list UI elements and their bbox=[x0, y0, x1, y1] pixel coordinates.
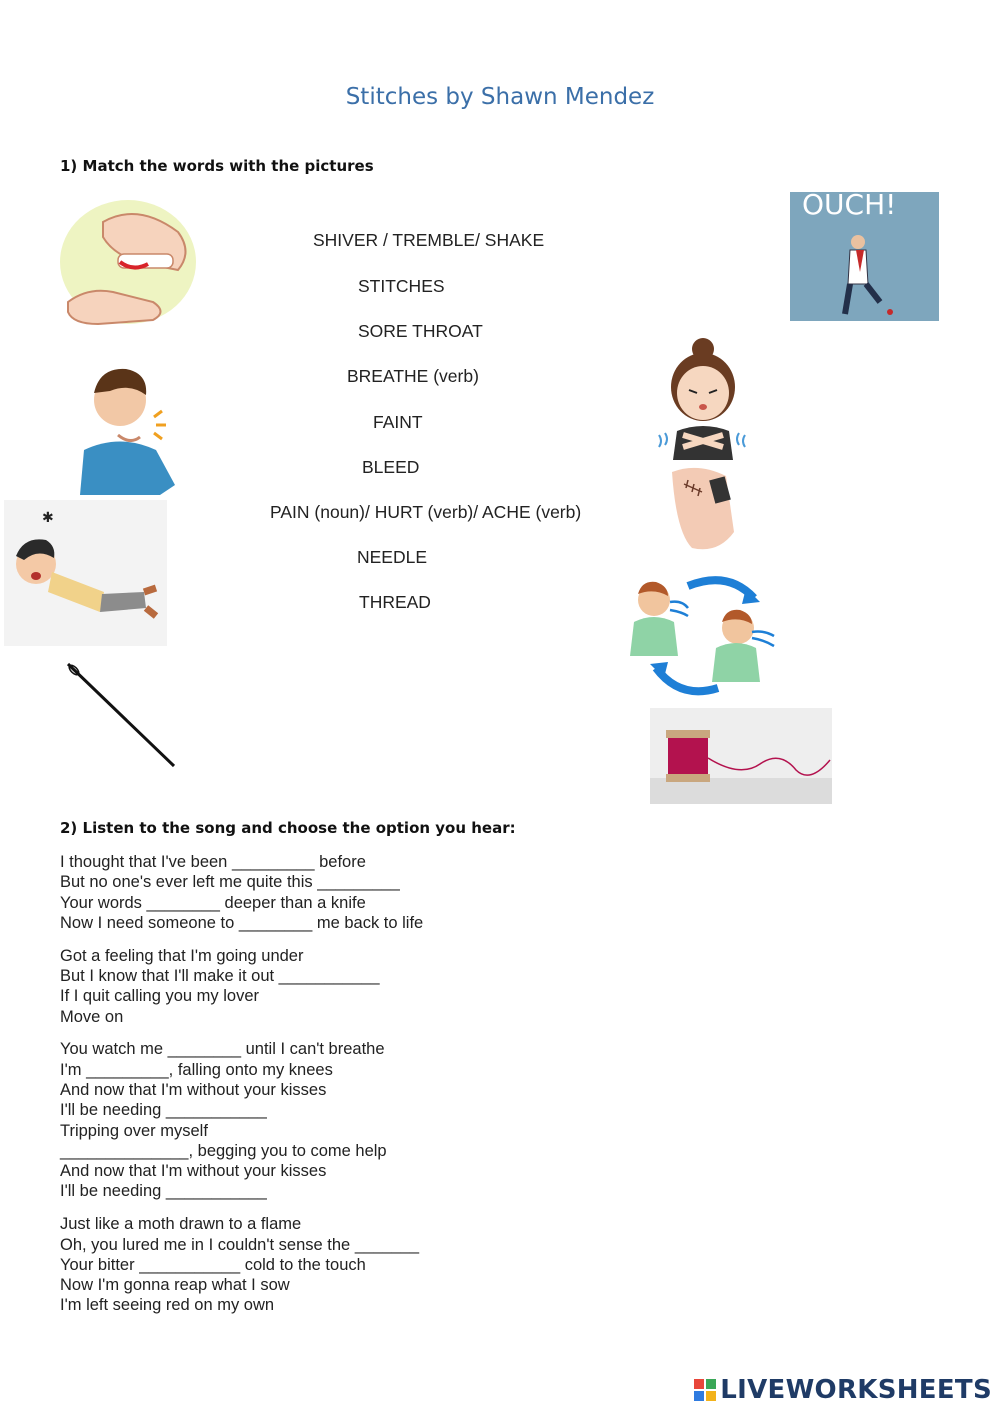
ouch-pain-picture bbox=[790, 192, 939, 321]
word-thread: THREAD bbox=[359, 592, 431, 612]
ouch-label: OUCH! bbox=[802, 192, 897, 221]
bleeding-hand-picture bbox=[58, 192, 198, 338]
lyric-line: Oh, you lured me in I couldn't sense the _______ bbox=[60, 1235, 420, 1254]
word-needle: NEEDLE bbox=[357, 547, 428, 567]
lyrics-stanza-1 bbox=[60, 852, 423, 933]
lyrics-stanza-2 bbox=[60, 946, 423, 1027]
lyric-line: Now I need someone to ________ me back to life bbox=[60, 913, 424, 932]
word-shiver: SHIVER / TREMBLE/ SHAKE bbox=[313, 230, 545, 250]
word-breathe: BREATHE (verb) bbox=[347, 366, 479, 386]
lyrics-stanza-3 bbox=[60, 1039, 423, 1201]
lyric-line: Just like a moth drawn to a flame bbox=[60, 1215, 302, 1234]
sore-throat-boy-picture bbox=[70, 355, 185, 495]
brand-text: LIVEWORKSHEETS bbox=[720, 1375, 992, 1405]
fainted-boy-picture bbox=[4, 500, 167, 646]
lyric-line: Now I'm gonna reap what I sow bbox=[60, 1276, 290, 1295]
breathing-picture bbox=[628, 572, 780, 700]
lyric-line: But no one's ever left me quite this _________ bbox=[60, 873, 400, 892]
word-sore-throat: SORE THROAT bbox=[358, 321, 483, 341]
lyrics bbox=[60, 852, 423, 1328]
lyric-line: Tripping over myself bbox=[60, 1121, 208, 1140]
lyric-line: I'll be needing ___________ bbox=[60, 1101, 267, 1120]
word-pain: PAIN (noun)/ HURT (verb)/ ACHE (verb) bbox=[270, 502, 582, 522]
lyric-line: I thought that I've been _________ before bbox=[60, 853, 366, 871]
lyric-line: But I know that I'll make it out ___________ bbox=[60, 966, 380, 985]
page-title: Stitches by Shawn Mendez bbox=[345, 84, 655, 110]
word-faint: FAINT bbox=[373, 412, 423, 432]
lyrics-stanza-4 bbox=[60, 1214, 423, 1315]
lyric-line: Your words ________ deeper than a knife bbox=[60, 893, 366, 912]
lyric-line: Your bitter ___________ cold to the touch bbox=[60, 1255, 366, 1274]
lyric-line: And now that I'm without your kisses bbox=[60, 1080, 327, 1099]
lyric-line: I'm left seeing red on my own bbox=[60, 1296, 275, 1315]
word-stitches: STITCHES bbox=[358, 276, 445, 296]
stitches-arm-picture bbox=[668, 462, 738, 554]
lyric-line: If I quit calling you my lover bbox=[60, 987, 259, 1006]
lyric-line: And now that I'm without your kisses bbox=[60, 1162, 327, 1181]
lyric-line: You watch me ________ until I can't breathe bbox=[60, 1040, 385, 1059]
lyric-line: I'm _________, falling onto my knees bbox=[60, 1060, 333, 1079]
lyric-line: I'll be needing ___________ bbox=[60, 1182, 267, 1201]
shivering-woman-picture bbox=[655, 335, 750, 460]
needle-picture bbox=[60, 658, 180, 770]
svg-text:✱: ✱ bbox=[42, 509, 54, 525]
thread-spool-picture bbox=[650, 708, 832, 804]
lyric-line: Got a feeling that I'm going under bbox=[60, 946, 304, 965]
section-2-heading: 2) Listen to the song and choose the option you hear: bbox=[60, 819, 516, 837]
lyric-line: ______________, begging you to come help bbox=[60, 1141, 387, 1160]
liveworksheets-icon bbox=[694, 1379, 716, 1401]
lyric-line: Move on bbox=[60, 1007, 124, 1026]
word-bleed: BLEED bbox=[362, 457, 420, 477]
section-1-heading: 1) Match the words with the pictures bbox=[60, 157, 374, 175]
liveworksheets-logo[interactable] bbox=[694, 1375, 992, 1405]
